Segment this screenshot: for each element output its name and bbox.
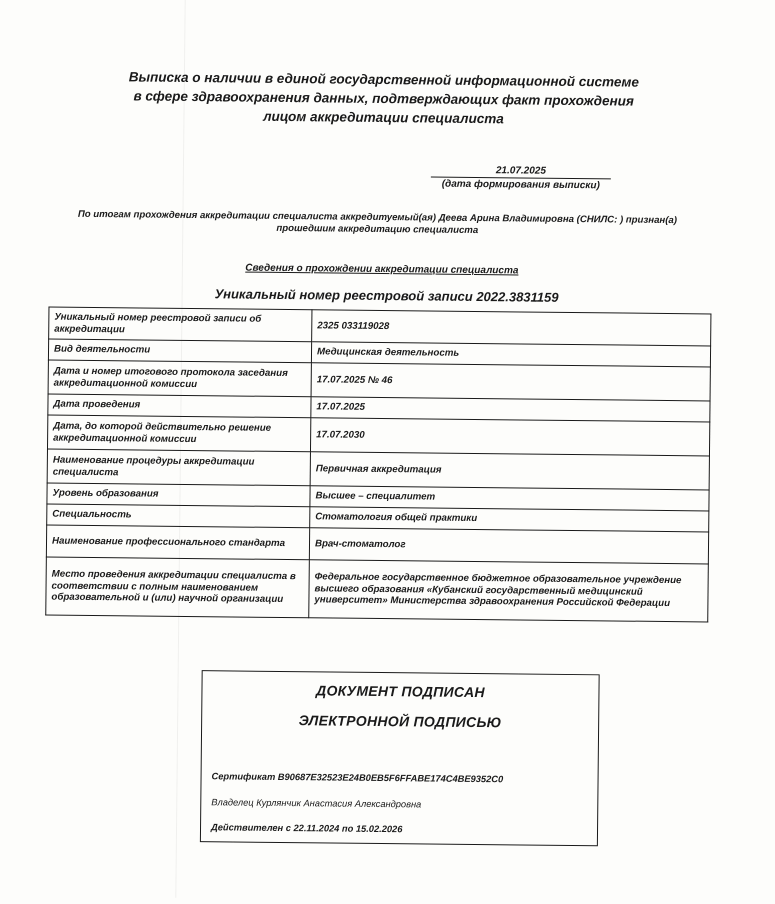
certificate-number: Сертификат B90687E32523E24B0EB5F6FFABE174C4BE9352C0 — [211, 771, 504, 785]
row-label: Специальность — [47, 504, 310, 528]
certificate-owner: Владелец Курлянчик Анастасия Александровна — [211, 797, 422, 810]
accreditation-table — [45, 307, 711, 623]
certificate-validity: Действителен с 22.11.2024 по 15.02.2026 — [210, 822, 403, 835]
row-value: Медицинская деятельность — [311, 342, 710, 367]
table-row — [46, 557, 709, 622]
stamp-heading-line1: ДОКУМЕНТ ПОДПИСАН — [316, 682, 485, 701]
row-label: Уникальный номер реестровой записи об аккредитации — [49, 307, 312, 342]
row-value: Стоматология общей практики — [310, 507, 709, 532]
row-label: Наименование профессионального стандарта — [46, 525, 309, 560]
row-value: 17.07.2025 № 46 — [311, 363, 710, 401]
registry-number: Уникальный номер реестровой записи 2022.3831159 — [214, 286, 559, 305]
row-value: Федеральное государственное бюджетное образовательное учреждение высшего образования «Кубанский государственный медицинский университет» Министерства здравоохранения Российской Федерации — [309, 560, 709, 622]
row-label: Дата и номер итогового протокола заседания аккредитационной комиссии — [48, 360, 311, 397]
row-label: Вид деятельности — [48, 339, 311, 363]
electronic-signature-stamp — [200, 670, 600, 846]
document-title: Выписка о наличии в единой государственной информационной системе в сфере здравоохранения данных, подтверждающих факт прохождения лицом аккредитации специалиста — [128, 69, 640, 127]
date-block — [431, 165, 611, 192]
row-label: Место проведения аккредитации специалиста в соответствии с полным наименованием образовательной и (или) научной организации — [46, 557, 310, 618]
stamp-heading-line2: ЭЛЕКТРОННОЙ ПОДПИСЬЮ — [298, 712, 502, 731]
row-label: Наименование процедуры аккредитации специалиста — [47, 449, 310, 486]
row-value: 17.07.2025 — [311, 397, 710, 422]
formation-date-caption: (дата формирования выписки) — [441, 178, 600, 192]
row-label: Дата проведения — [48, 394, 311, 418]
row-value: Врач-стоматолог — [309, 528, 708, 564]
row-value: Высшее – специалитет — [310, 486, 709, 511]
row-label: Дата, до которой действительно решение аккредитационной комиссии — [47, 415, 310, 452]
row-value: 17.07.2030 — [310, 418, 709, 456]
row-value: 2325 033119028 — [312, 310, 711, 346]
row-label: Уровень образования — [47, 483, 310, 507]
intro-paragraph: По итогам прохождения аккредитации специалиста аккредитуемый(ая) Деева Арина Владимировна (СНИЛС: ) признан(а) прошедшим аккредитацию специалиста — [77, 208, 678, 237]
section-heading: Сведения о прохождении аккредитации специалиста — [245, 262, 519, 277]
formation-date: 21.07.2025 — [431, 165, 611, 180]
row-value: Первичная аккредитация — [310, 452, 709, 490]
